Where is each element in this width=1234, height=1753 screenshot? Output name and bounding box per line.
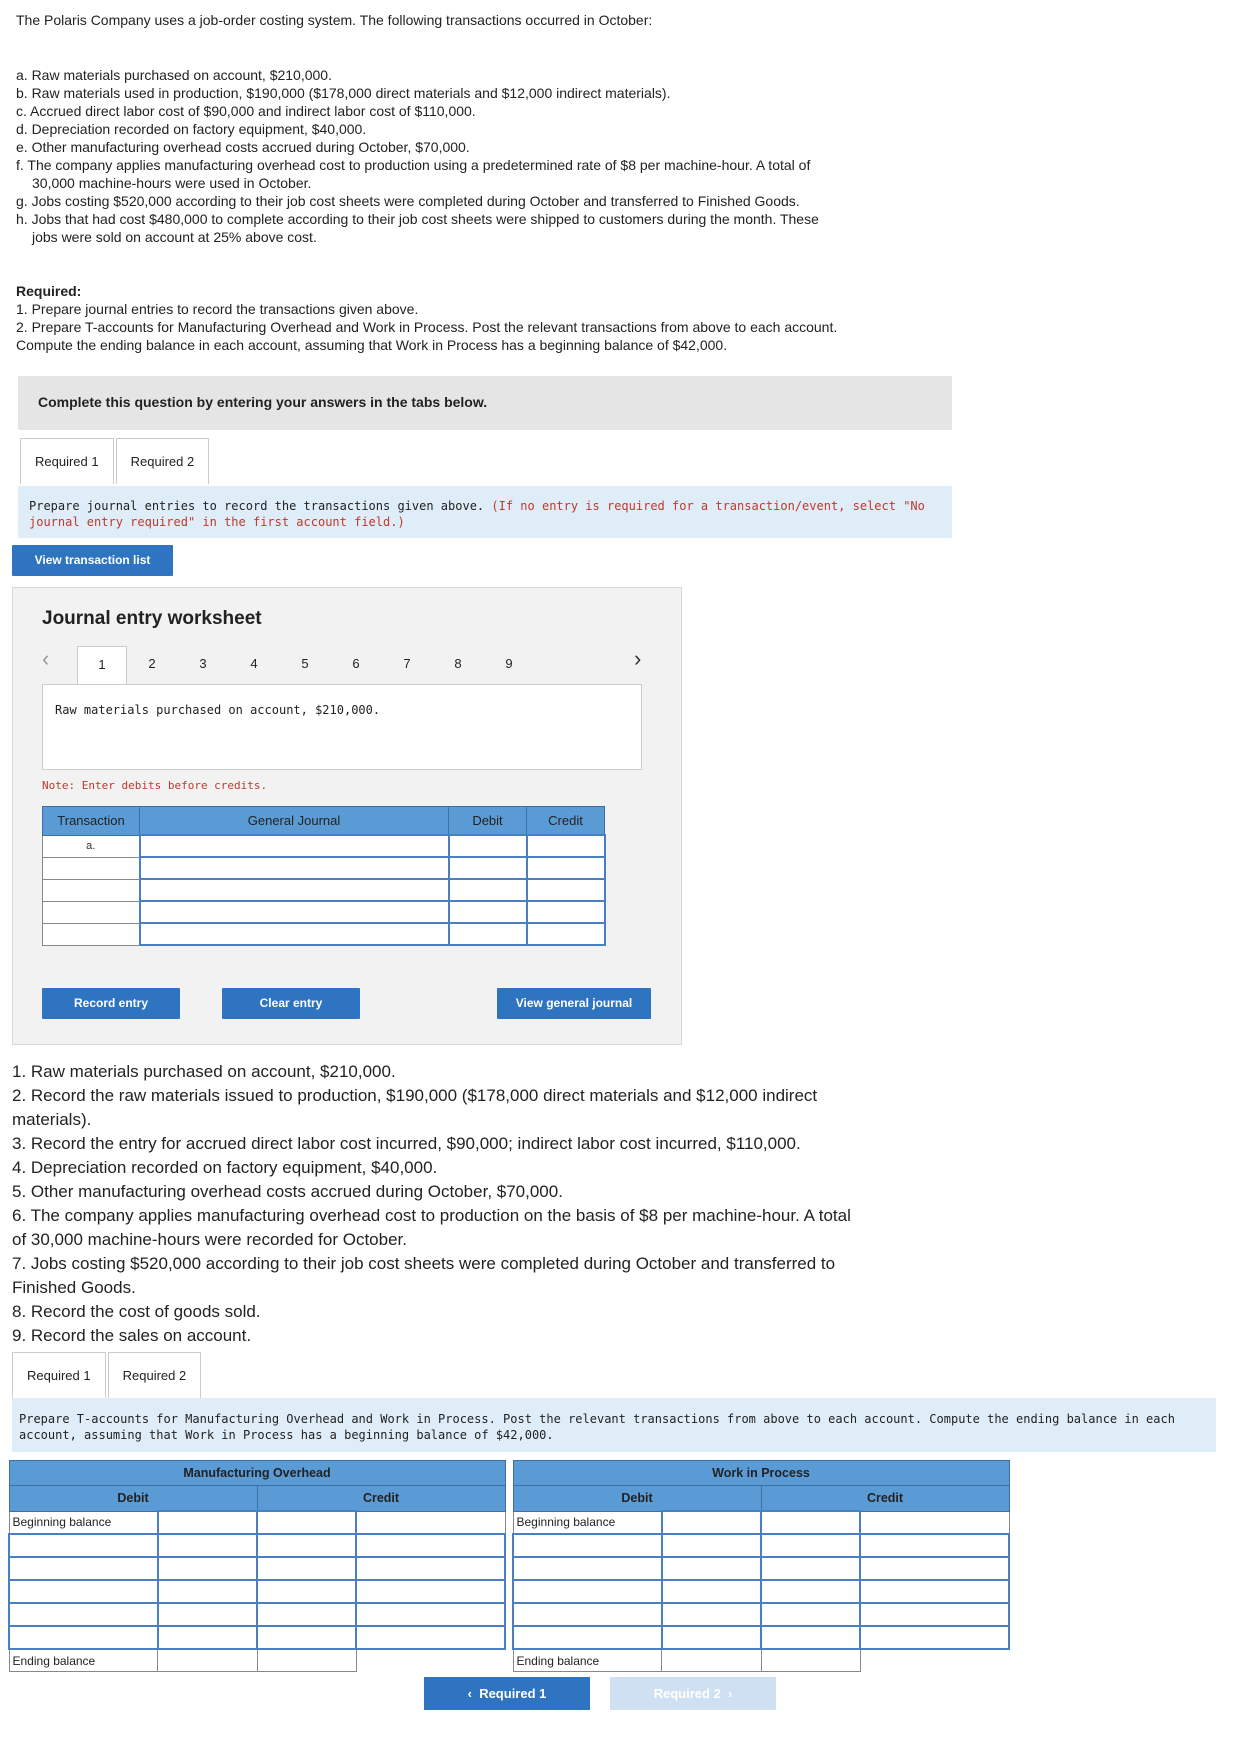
- table-row: [43, 901, 605, 923]
- wip-debit-input[interactable]: [662, 1626, 761, 1649]
- clear-entry-button[interactable]: Clear entry: [222, 988, 360, 1019]
- table-row: [513, 1649, 1009, 1672]
- journal-entry-table: [42, 806, 606, 946]
- col-debit: Debit: [449, 807, 527, 836]
- wip-credit-input[interactable]: [761, 1557, 860, 1580]
- table-row: [9, 1649, 505, 1672]
- step-1: 1. Raw materials purchased on account, $210,000.: [12, 1062, 396, 1081]
- instruction-red: (If no entry is required for a transaction/event, select "No journal entry required" in the first account field.): [29, 499, 925, 529]
- worksheet-title: Journal entry worksheet: [42, 608, 262, 629]
- wip-credit-account-input[interactable]: [860, 1557, 1009, 1580]
- table-row: [43, 923, 605, 945]
- mo-debit-account-input[interactable]: [9, 1626, 158, 1649]
- wip-debit-input[interactable]: [662, 1557, 761, 1580]
- next-entry-icon[interactable]: ›: [634, 646, 642, 671]
- transaction-h-cont: jobs were sold on account at 25% above cost.: [32, 229, 317, 245]
- entry-number-9[interactable]: 9: [505, 656, 513, 671]
- table-row: [9, 1603, 505, 1626]
- wip-title: Work in Process: [513, 1461, 1009, 1486]
- taccount-manufacturing-overhead: [8, 1460, 506, 1672]
- wip-debit-input[interactable]: [662, 1580, 761, 1603]
- debit-input[interactable]: [449, 901, 527, 923]
- mo-credit-cell: [356, 1511, 505, 1534]
- record-entry-button[interactable]: Record entry: [42, 988, 180, 1019]
- credit-input[interactable]: [527, 901, 605, 923]
- mo-credit-input[interactable]: [257, 1557, 356, 1580]
- debit-input[interactable]: [449, 923, 527, 945]
- transaction-g: g. Jobs costing $520,000 according to their job cost sheets were completed during October and transferred to Finished Goods.: [16, 193, 800, 209]
- mo-credit-input[interactable]: [257, 1603, 356, 1626]
- wip-debit-account-input[interactable]: [513, 1557, 662, 1580]
- transaction-c: c. Accrued direct labor cost of $90,000 and indirect labor cost of $110,000.: [16, 103, 476, 119]
- transaction-cell: [43, 879, 140, 901]
- wip-credit-account-input[interactable]: [860, 1603, 1009, 1626]
- table-row: [9, 1626, 505, 1649]
- credit-input[interactable]: [527, 879, 605, 901]
- mo-credit-input[interactable]: [257, 1580, 356, 1603]
- mo-debit-input[interactable]: [158, 1603, 257, 1626]
- required-item-1: 1. Prepare journal entries to record the transactions given above.: [16, 301, 419, 317]
- mo-debit-account-input[interactable]: [9, 1603, 158, 1626]
- journal-instructions: [18, 486, 952, 538]
- wip-debit-account-input[interactable]: [513, 1603, 662, 1626]
- mo-debit-account-input[interactable]: [9, 1534, 158, 1557]
- mo-beginning-label: Beginning balance: [9, 1511, 158, 1534]
- transaction-list: [16, 66, 976, 246]
- table-row: [513, 1511, 1009, 1534]
- account-input[interactable]: [140, 901, 449, 923]
- table-row: [513, 1603, 1009, 1626]
- wip-debit-account-input[interactable]: [513, 1534, 662, 1557]
- mo-credit-header: Credit: [257, 1486, 505, 1512]
- wip-debit-input[interactable]: [662, 1511, 761, 1534]
- mo-credit-input[interactable]: [257, 1534, 356, 1557]
- table-row: [9, 1534, 505, 1557]
- mo-debit-input[interactable]: [158, 1511, 257, 1534]
- transaction-h: h. Jobs that had cost $480,000 to complete according to their job cost sheets were shipped to customers during the month. These: [16, 211, 819, 227]
- mo-credit-account-input[interactable]: [356, 1534, 505, 1557]
- entry-number-8[interactable]: 8: [454, 656, 462, 671]
- credit-input[interactable]: [527, 923, 605, 945]
- transaction-d: d. Depreciation recorded on factory equipment, $40,000.: [16, 121, 367, 137]
- table-row: [43, 835, 605, 857]
- col-credit: Credit: [527, 807, 605, 836]
- chevron-left-icon: ‹: [467, 1686, 472, 1701]
- required-section: [16, 282, 976, 354]
- entry-number-5[interactable]: 5: [301, 656, 309, 671]
- mo-credit-account-input[interactable]: [356, 1626, 505, 1649]
- step-3: 3. Record the entry for accrued direct labor cost incurred, $90,000; indirect labor cost incurred, $110,000.: [12, 1134, 801, 1153]
- instruction-banner: [18, 376, 952, 430]
- view-general-journal-button[interactable]: View general journal: [497, 988, 651, 1019]
- mo-title: Manufacturing Overhead: [9, 1461, 505, 1486]
- wip-debit-input[interactable]: [662, 1603, 761, 1626]
- steps-list: [12, 1060, 972, 1348]
- debit-credit-note: Note: Enter debits before credits.: [42, 779, 268, 792]
- step-8: 8. Record the cost of goods sold.: [12, 1302, 261, 1321]
- wip-beginning-label: Beginning balance: [513, 1511, 662, 1534]
- account-input[interactable]: [140, 835, 449, 857]
- credit-input[interactable]: [527, 835, 605, 857]
- required-item-2: 2. Prepare T-accounts for Manufacturing Overhead and Work in Process. Post the relevant transactions from above to each account.: [16, 319, 838, 335]
- wip-ending-debit: [662, 1649, 761, 1672]
- banner-text: Complete this question by entering your answers in the tabs below.: [38, 394, 488, 410]
- view-transaction-list-button[interactable]: View transaction list: [12, 545, 173, 576]
- col-transaction: Transaction: [43, 807, 140, 836]
- wip-credit-input[interactable]: [761, 1534, 860, 1557]
- wip-credit-account-input[interactable]: [860, 1626, 1009, 1649]
- debit-input[interactable]: [449, 879, 527, 901]
- debit-input[interactable]: [449, 835, 527, 857]
- tab-bar-bottom: [12, 1352, 201, 1398]
- entry-number-6[interactable]: 6: [352, 656, 360, 671]
- mo-debit-input[interactable]: [158, 1534, 257, 1557]
- tab-required-1-bottom[interactable]: Required 1: [12, 1352, 106, 1398]
- mo-ending-blank: [356, 1649, 505, 1672]
- wip-credit-header: Credit: [761, 1486, 1009, 1512]
- entry-number-nav: [38, 646, 658, 682]
- next-label: Required 2: [653, 1686, 721, 1701]
- transaction-cell: [43, 901, 140, 923]
- transaction-cell: [43, 923, 140, 945]
- table-row: [513, 1534, 1009, 1557]
- transaction-cell: a.: [43, 835, 140, 857]
- prev-label: Required 1: [479, 1686, 547, 1701]
- mo-ending-label: Ending balance: [9, 1649, 158, 1672]
- table-row: [513, 1557, 1009, 1580]
- step-2: 2. Record the raw materials issued to production, $190,000 ($178,000 direct materials and $12,000 indirect: [12, 1086, 818, 1105]
- table-row: [513, 1626, 1009, 1649]
- table-row: [9, 1511, 505, 1534]
- wip-credit-input[interactable]: [761, 1580, 860, 1603]
- wip-ending-label: Ending balance: [513, 1649, 662, 1672]
- step-6-cont: of 30,000 machine-hours were recorded for October.: [12, 1230, 407, 1249]
- entry-number-4[interactable]: 4: [250, 656, 258, 671]
- wip-credit-input[interactable]: [761, 1603, 860, 1626]
- table-row: [9, 1557, 505, 1580]
- step-7-cont: Finished Goods.: [12, 1278, 136, 1297]
- entry-number-1[interactable]: 1: [77, 646, 127, 685]
- wip-credit-input[interactable]: [761, 1626, 860, 1649]
- mo-debit-input[interactable]: [158, 1580, 257, 1603]
- mo-ending-credit: [257, 1649, 356, 1672]
- chevron-right-icon: ›: [728, 1686, 733, 1701]
- tab-required-2-bottom[interactable]: Required 2: [108, 1352, 202, 1398]
- step-4: 4. Depreciation recorded on factory equipment, $40,000.: [12, 1158, 438, 1177]
- problem-intro: The Polaris Company uses a job-order costing system. The following transactions occurred in October:: [16, 12, 653, 28]
- wip-debit-input[interactable]: [662, 1534, 761, 1557]
- table-row: [9, 1580, 505, 1603]
- wip-ending-credit: [761, 1649, 860, 1672]
- required-item-2b: Compute the ending balance in each account, assuming that Work in Process has a beginning balance of $42,000.: [16, 337, 728, 353]
- transaction-a: a. Raw materials purchased on account, $210,000.: [16, 67, 332, 83]
- account-input[interactable]: [140, 857, 449, 879]
- taccount-instructions: Prepare T-accounts for Manufacturing Overhead and Work in Process. Post the relevant transactions from above to each account. Compute the ending balance in each account, assuming that Work in Process has a beginning balance of $42,000.: [12, 1398, 1216, 1452]
- account-input[interactable]: [140, 923, 449, 945]
- next-required-2-button[interactable]: [610, 1677, 776, 1710]
- table-row: [43, 879, 605, 901]
- mo-credit-label-input[interactable]: [257, 1511, 356, 1534]
- required-heading: Required:: [16, 283, 82, 299]
- entry-description: Raw materials purchased on account, $210,000.: [42, 684, 642, 770]
- tab-bar-top: [20, 438, 209, 484]
- tab-required-1[interactable]: Required 1: [20, 438, 114, 484]
- prev-required-1-button[interactable]: [424, 1677, 590, 1710]
- mo-debit-input[interactable]: [158, 1626, 257, 1649]
- wip-credit-account-input[interactable]: [860, 1534, 1009, 1557]
- wip-credit-input[interactable]: [761, 1511, 860, 1534]
- mo-debit-header: Debit: [9, 1486, 257, 1512]
- table-row: [43, 857, 605, 879]
- step-9: 9. Record the sales on account.: [12, 1326, 252, 1345]
- transaction-f: f. The company applies manufacturing overhead cost to production using a predetermined rate of $8 per machine-hour. A total of: [16, 157, 811, 173]
- entry-number-2[interactable]: 2: [148, 656, 156, 671]
- mo-ending-debit: [158, 1649, 257, 1672]
- debit-input[interactable]: [449, 857, 527, 879]
- wip-debit-account-input[interactable]: [513, 1580, 662, 1603]
- step-7: 7. Jobs costing $520,000 according to their job cost sheets were completed during October and transferred to: [12, 1254, 836, 1273]
- mo-credit-account-input[interactable]: [356, 1603, 505, 1626]
- transaction-e: e. Other manufacturing overhead costs accrued during October, $70,000.: [16, 139, 470, 155]
- credit-input[interactable]: [527, 857, 605, 879]
- step-2-cont: materials).: [12, 1110, 92, 1129]
- mo-credit-account-input[interactable]: [356, 1557, 505, 1580]
- mo-credit-account-input[interactable]: [356, 1580, 505, 1603]
- wip-credit-cell: [860, 1511, 1009, 1534]
- mo-debit-account-input[interactable]: [9, 1580, 158, 1603]
- instruction-main: Prepare journal entries to record the transactions given above.: [29, 499, 485, 513]
- wip-debit-header: Debit: [513, 1486, 761, 1512]
- mo-debit-account-input[interactable]: [9, 1557, 158, 1580]
- prev-entry-icon[interactable]: ‹: [42, 646, 50, 671]
- tab-required-2[interactable]: Required 2: [116, 438, 210, 484]
- step-6: 6. The company applies manufacturing overhead cost to production on the basis of $8 per machine-hour. A total: [12, 1206, 851, 1225]
- taccount-work-in-process: [512, 1460, 1010, 1672]
- entry-number-3[interactable]: 3: [199, 656, 207, 671]
- transaction-b: b. Raw materials used in production, $190,000 ($178,000 direct materials and $12,000 indirect materials).: [16, 85, 671, 101]
- wip-ending-blank: [860, 1649, 1009, 1672]
- wip-debit-account-input[interactable]: [513, 1626, 662, 1649]
- transaction-cell: [43, 857, 140, 879]
- wip-credit-account-input[interactable]: [860, 1580, 1009, 1603]
- transaction-f-cont: 30,000 machine-hours were used in October.: [32, 175, 312, 191]
- account-input[interactable]: [140, 879, 449, 901]
- step-5: 5. Other manufacturing overhead costs accrued during October, $70,000.: [12, 1182, 563, 1201]
- entry-number-7[interactable]: 7: [403, 656, 411, 671]
- mo-debit-input[interactable]: [158, 1557, 257, 1580]
- table-row: [513, 1580, 1009, 1603]
- mo-credit-input[interactable]: [257, 1626, 356, 1649]
- col-general-journal: General Journal: [140, 807, 449, 836]
